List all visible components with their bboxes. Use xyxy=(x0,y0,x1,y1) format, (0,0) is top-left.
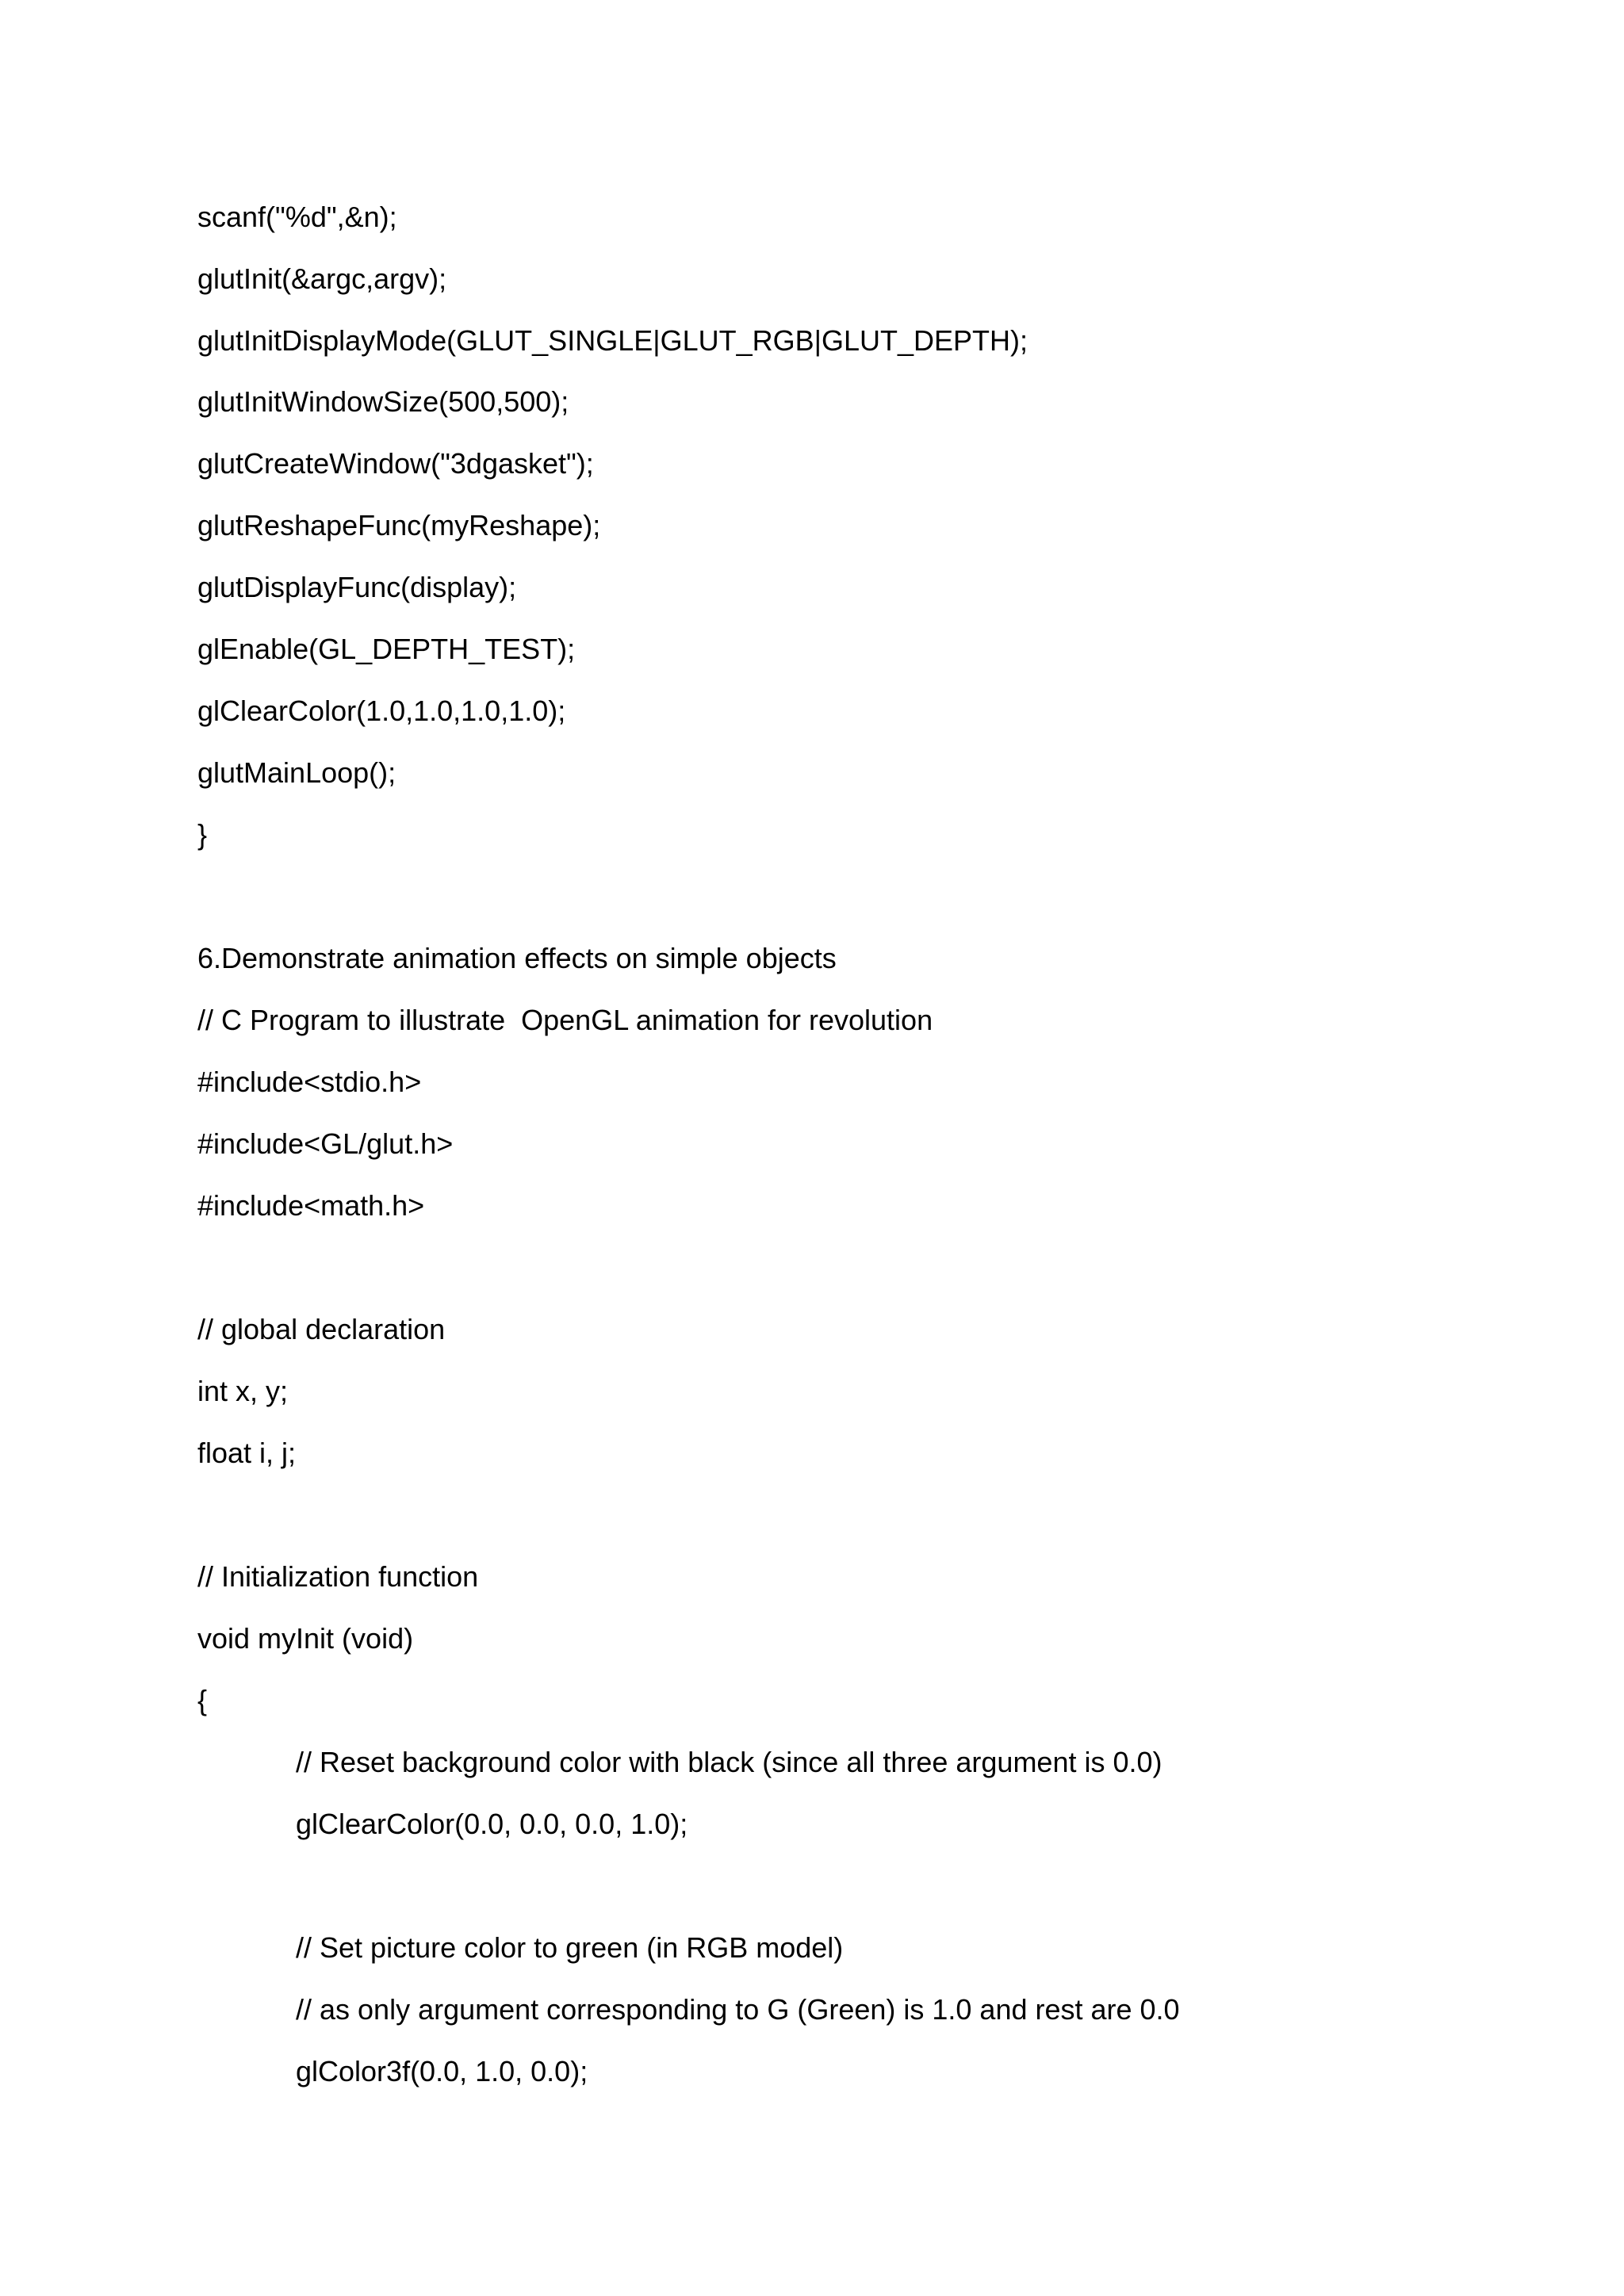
code-line: { xyxy=(197,1684,208,1716)
code-comment: // as only argument corresponding to G (Green) is 1.0 and rest are 0.0 xyxy=(296,1993,1180,2026)
code-line: glutMainLoop(); xyxy=(197,756,396,789)
code-comment: // Reset background color with black (since all three argument is 0.0) xyxy=(296,1746,1162,1778)
code-line: glutCreateWindow("3dgasket"); xyxy=(197,447,594,480)
code-line: void myInit (void) xyxy=(197,1622,414,1655)
code-comment: // Initialization function xyxy=(197,1560,479,1593)
code-comment: // C Program to illustrate OpenGL animation for revolution xyxy=(197,1004,933,1036)
code-line: #include<math.h> xyxy=(197,1189,425,1222)
code-comment: // Set picture color to green (in RGB model) xyxy=(296,1931,844,1964)
code-line: glClearColor(0.0, 0.0, 0.0, 1.0); xyxy=(296,1808,688,1840)
code-line: float i, j; xyxy=(197,1437,297,1469)
code-line: int x, y; xyxy=(197,1375,289,1407)
code-line: glutInit(&argc,argv); xyxy=(197,262,447,295)
code-line: glEnable(GL_DEPTH_TEST); xyxy=(197,633,576,665)
code-line: glutDisplayFunc(display); xyxy=(197,571,517,603)
code-line: } xyxy=(197,818,208,851)
code-line: glClearColor(1.0,1.0,1.0,1.0); xyxy=(197,695,566,727)
section-heading: 6.Demonstrate animation effects on simple objects xyxy=(197,942,837,974)
code-line: scanf("%d",&n); xyxy=(197,201,397,233)
code-comment: // global declaration xyxy=(197,1313,446,1345)
code-line: glutReshapeFunc(myReshape); xyxy=(197,509,601,541)
code-line: glColor3f(0.0, 1.0, 0.0); xyxy=(296,2055,588,2087)
code-line: #include<stdio.h> xyxy=(197,1066,422,1098)
code-line: glutInitDisplayMode(GLUT_SINGLE|GLUT_RGB|GLUT_DEPTH); xyxy=(197,324,1028,357)
code-line: #include<GL/glut.h> xyxy=(197,1127,454,1160)
code-line: glutInitWindowSize(500,500); xyxy=(197,385,569,418)
